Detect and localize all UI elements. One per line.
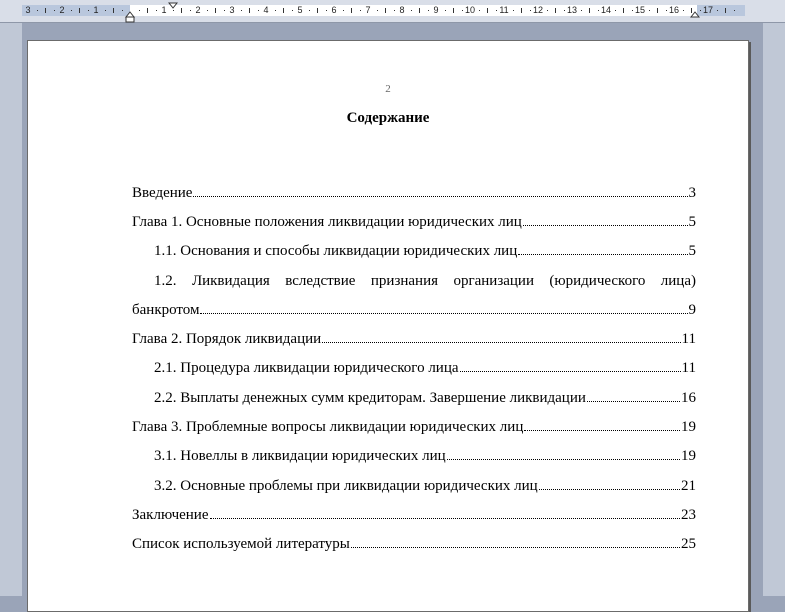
ruler-half-tick bbox=[487, 8, 488, 13]
toc-entry-page: 19 bbox=[681, 419, 696, 435]
ruler-dot bbox=[241, 10, 242, 11]
ruler-label: 15 bbox=[634, 5, 646, 15]
toc-entry-text: Глава 2. Порядок ликвидации bbox=[132, 331, 322, 347]
ruler-half-tick bbox=[623, 8, 624, 13]
ruler-half-tick bbox=[283, 8, 284, 13]
ruler-dot bbox=[207, 10, 208, 11]
ruler-label: 13 bbox=[566, 5, 578, 15]
toc-entry[interactable] bbox=[132, 478, 696, 498]
ruler-label: 8 bbox=[399, 5, 405, 15]
ruler-dot bbox=[37, 10, 38, 11]
ruler-dot bbox=[224, 10, 225, 11]
ruler-dot bbox=[190, 10, 191, 11]
page-number: 2 bbox=[385, 83, 391, 95]
toc-entry[interactable] bbox=[132, 302, 696, 322]
ruler-label: 3 bbox=[25, 5, 31, 15]
toc-entry[interactable] bbox=[132, 273, 696, 293]
toc-entry-text: 2.1. Процедура ликвидации юридического лица bbox=[154, 360, 459, 376]
toc-entry-page: 19 bbox=[681, 448, 696, 464]
first-line-indent-marker[interactable] bbox=[168, 2, 178, 10]
toc-entry-text: Глава 1. Основные положения ликвидации юридических лиц bbox=[132, 214, 522, 230]
toc-entry-page: 25 bbox=[681, 536, 696, 552]
ruler-label: 5 bbox=[297, 5, 303, 15]
ruler-dot bbox=[666, 10, 667, 11]
ruler-half-tick bbox=[351, 8, 352, 13]
ruler-dot bbox=[156, 10, 157, 11]
ruler-dot bbox=[275, 10, 276, 11]
toc-entry-page: 11 bbox=[681, 360, 696, 376]
ruler-dot bbox=[394, 10, 395, 11]
ruler-label: 17 bbox=[702, 5, 714, 15]
toc-leader bbox=[518, 254, 687, 255]
toc-leader bbox=[460, 371, 681, 372]
ruler-dot bbox=[445, 10, 446, 11]
toc-entry-page: 23 bbox=[681, 507, 696, 523]
ruler-half-tick bbox=[79, 8, 80, 13]
right-indent-marker[interactable] bbox=[690, 11, 700, 18]
toc-leader bbox=[322, 342, 680, 343]
toc-leader bbox=[523, 225, 688, 226]
ruler-half-tick bbox=[113, 8, 114, 13]
ruler-dot bbox=[122, 10, 123, 11]
toc-entry[interactable] bbox=[132, 243, 696, 263]
ruler-dot bbox=[513, 10, 514, 11]
ruler-dot bbox=[547, 10, 548, 11]
toc-entry-text: Глава 3. Проблемные вопросы ликвидации юридических лиц bbox=[132, 419, 524, 435]
ruler-label: 9 bbox=[433, 5, 439, 15]
page-title: Содержание bbox=[346, 110, 430, 126]
ruler-half-tick bbox=[521, 8, 522, 13]
toc-entry[interactable] bbox=[132, 390, 696, 410]
toc-entry[interactable] bbox=[132, 331, 696, 351]
toc-leader bbox=[587, 401, 680, 402]
toc-entry-text: Список используемой литературы bbox=[132, 536, 350, 552]
ruler-label: 11 bbox=[499, 5, 509, 15]
toc-leader bbox=[524, 430, 680, 431]
toc-entry[interactable] bbox=[132, 214, 696, 234]
left-indent-marker[interactable] bbox=[125, 11, 135, 23]
ruler-half-tick bbox=[589, 8, 590, 13]
ruler-label: 6 bbox=[331, 5, 337, 15]
ruler-label: 16 bbox=[668, 5, 680, 15]
toc-entry-text: 1.2. Ликвидация вследствие признания организации (юридического лица) bbox=[154, 273, 696, 289]
toc-entry-page: 21 bbox=[681, 478, 696, 494]
ruler-dot bbox=[632, 10, 633, 11]
toc-entry-text: Введение bbox=[132, 185, 193, 201]
ruler-dot bbox=[683, 10, 684, 11]
toc-entry-text: 3.1. Новеллы в ликвидации юридических лиц bbox=[154, 448, 446, 464]
ruler-dot bbox=[343, 10, 344, 11]
toc-entry-page: 3 bbox=[688, 185, 696, 201]
ruler-label: 12 bbox=[532, 5, 544, 15]
toc-leader bbox=[351, 547, 680, 548]
ruler-dot bbox=[173, 10, 174, 11]
ruler-label: 14 bbox=[600, 5, 612, 15]
ruler-dot bbox=[71, 10, 72, 11]
ruler-dot bbox=[717, 10, 718, 11]
toc-entry-page: 16 bbox=[681, 390, 696, 406]
ruler-label: 4 bbox=[263, 5, 269, 15]
toc-entry[interactable] bbox=[132, 419, 696, 439]
toc-entry-text: банкротом bbox=[132, 302, 200, 318]
toc-entry[interactable] bbox=[132, 448, 696, 468]
toc-entry-text: 2.2. Выплаты денежных сумм кредиторам. Завершение ликвидации bbox=[154, 390, 586, 406]
toc-entry-page: 5 bbox=[688, 214, 696, 230]
document-page[interactable] bbox=[27, 40, 749, 612]
ruler-half-tick bbox=[147, 8, 148, 13]
toc-entry-text: Заключение bbox=[132, 507, 209, 523]
ruler-half-tick bbox=[317, 8, 318, 13]
ruler-dot bbox=[139, 10, 140, 11]
ruler-half-tick bbox=[181, 8, 182, 13]
toc-leader bbox=[210, 518, 681, 519]
toc-leader bbox=[200, 313, 687, 314]
toc-entry-page: 5 bbox=[688, 243, 696, 259]
ruler-dot bbox=[564, 10, 565, 11]
toc-entry-text: 1.1. Основания и способы ликвидации юридических лиц bbox=[154, 243, 518, 259]
toc-entry-page: 11 bbox=[681, 331, 696, 347]
ruler-label: 2 bbox=[195, 5, 201, 15]
ruler-dot bbox=[54, 10, 55, 11]
ruler-label: 3 bbox=[229, 5, 235, 15]
ruler-half-tick bbox=[419, 8, 420, 13]
ruler-half-tick bbox=[657, 8, 658, 13]
ruler-dot bbox=[496, 10, 497, 11]
toc-entry-page: 9 bbox=[688, 302, 696, 318]
ruler-label: 1 bbox=[161, 5, 167, 15]
ruler-dot bbox=[734, 10, 735, 11]
workspace-left-background bbox=[0, 23, 22, 596]
ruler-dot bbox=[258, 10, 259, 11]
ruler-dot bbox=[326, 10, 327, 11]
toc-leader bbox=[447, 459, 680, 460]
ruler-label: 2 bbox=[59, 5, 65, 15]
ruler-dot bbox=[615, 10, 616, 11]
toc-entry[interactable] bbox=[132, 507, 696, 527]
ruler-half-tick bbox=[725, 8, 726, 13]
ruler-dot bbox=[462, 10, 463, 11]
ruler-label: 1 bbox=[93, 5, 99, 15]
toc-entry[interactable] bbox=[132, 536, 696, 556]
ruler-dot bbox=[598, 10, 599, 11]
ruler-dot bbox=[581, 10, 582, 11]
toc-entry[interactable] bbox=[132, 360, 696, 380]
ruler-dot bbox=[649, 10, 650, 11]
horizontal-ruler[interactable] bbox=[0, 0, 785, 23]
ruler-half-tick bbox=[215, 8, 216, 13]
ruler-dot bbox=[292, 10, 293, 11]
ruler-dot bbox=[428, 10, 429, 11]
ruler-dot bbox=[377, 10, 378, 11]
ruler-half-tick bbox=[249, 8, 250, 13]
ruler-label: 10 bbox=[464, 5, 476, 15]
ruler-half-tick bbox=[385, 8, 386, 13]
ruler-half-tick bbox=[555, 8, 556, 13]
toc-entry-text: 3.2. Основные проблемы при ликвидации юридических лиц bbox=[154, 478, 538, 494]
toc-leader bbox=[193, 196, 687, 197]
workspace-right-background bbox=[763, 23, 785, 596]
ruler-dot bbox=[530, 10, 531, 11]
ruler-dot bbox=[88, 10, 89, 11]
ruler-dot bbox=[309, 10, 310, 11]
toc-leader bbox=[539, 489, 680, 490]
ruler-dot bbox=[479, 10, 480, 11]
toc-entry[interactable] bbox=[132, 185, 696, 205]
ruler-dot bbox=[360, 10, 361, 11]
ruler-label: 7 bbox=[365, 5, 371, 15]
ruler-dot bbox=[105, 10, 106, 11]
ruler-half-tick bbox=[453, 8, 454, 13]
ruler-dot bbox=[411, 10, 412, 11]
ruler-half-tick bbox=[45, 8, 46, 13]
